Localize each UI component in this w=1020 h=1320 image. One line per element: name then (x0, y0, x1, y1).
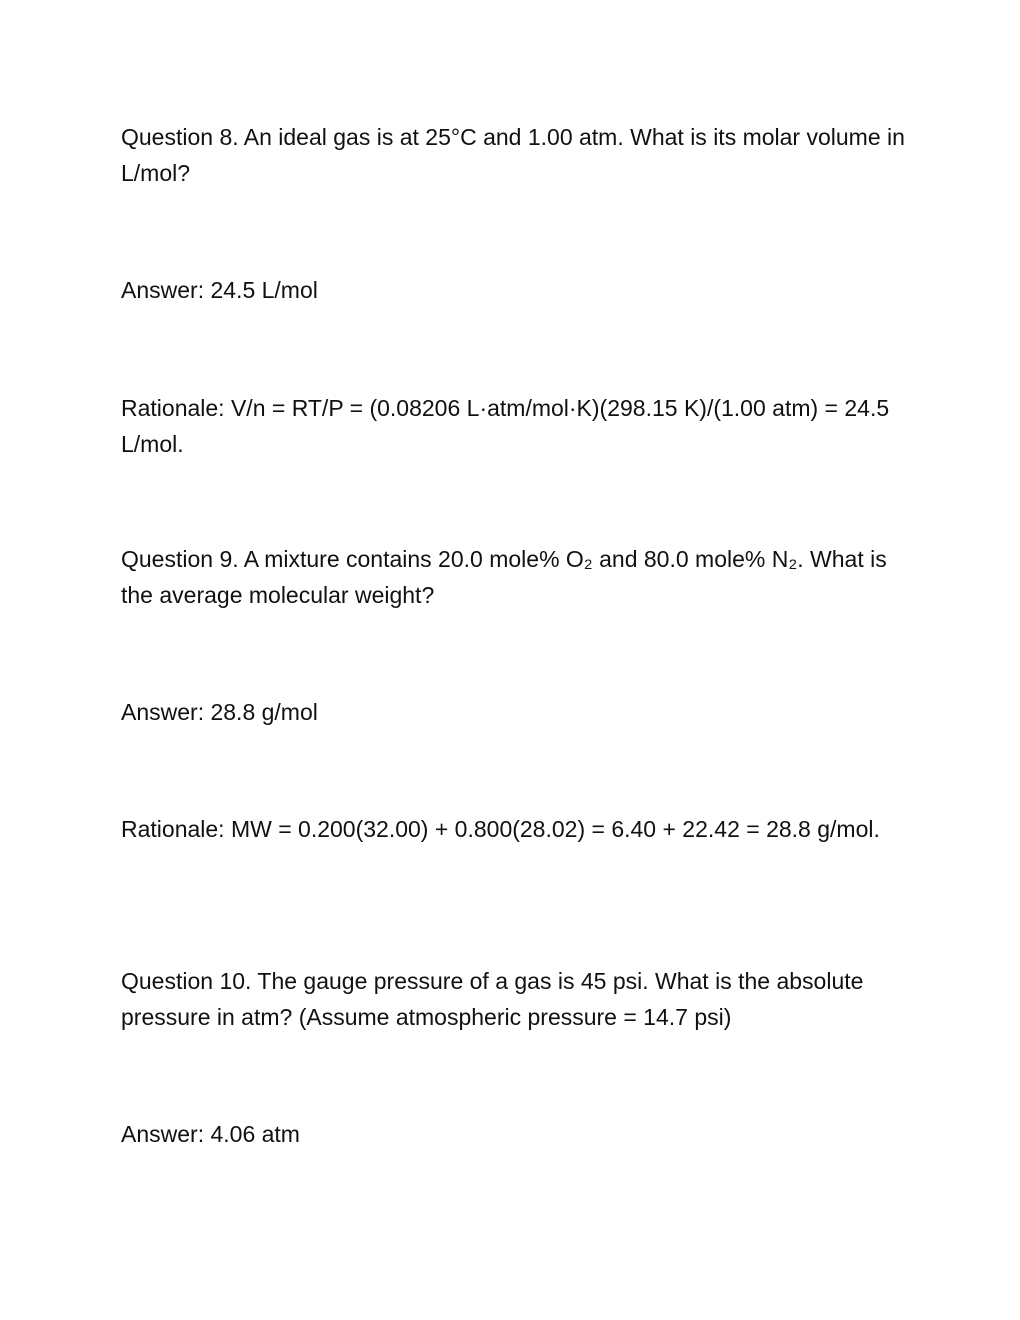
answer-9-text: Answer: 28.8 g/mol (121, 699, 318, 725)
question-9-text: Question 9. A mixture contains 20.0 mole% O₂ and 80.0 mole% N₂. What is the average molecular weight? (121, 546, 887, 608)
answer-10-text: Answer: 4.06 atm (121, 1121, 300, 1147)
question-10-text: Question 10. The gauge pressure of a gas is 45 psi. What is the absolute pressure in atm? (Assume atmospheric pressure = 14.7 psi) (121, 968, 864, 1030)
rationale-8-text: Rationale: V/n = RT/P = (0.08206 L·atm/mol·K)(298.15 K)/(1.00 atm) = 24.5 L/mol. (121, 395, 890, 457)
answer-8-text: Answer: 24.5 L/mol (121, 277, 318, 303)
rationale-9-text: Rationale: MW = 0.200(32.00) + 0.800(28.02) = 6.40 + 22.42 = 28.8 g/mol. (121, 816, 880, 842)
question-8-text: Question 8. An ideal gas is at 25°C and 1.00 atm. What is its molar volume in L/mol? (121, 124, 905, 186)
